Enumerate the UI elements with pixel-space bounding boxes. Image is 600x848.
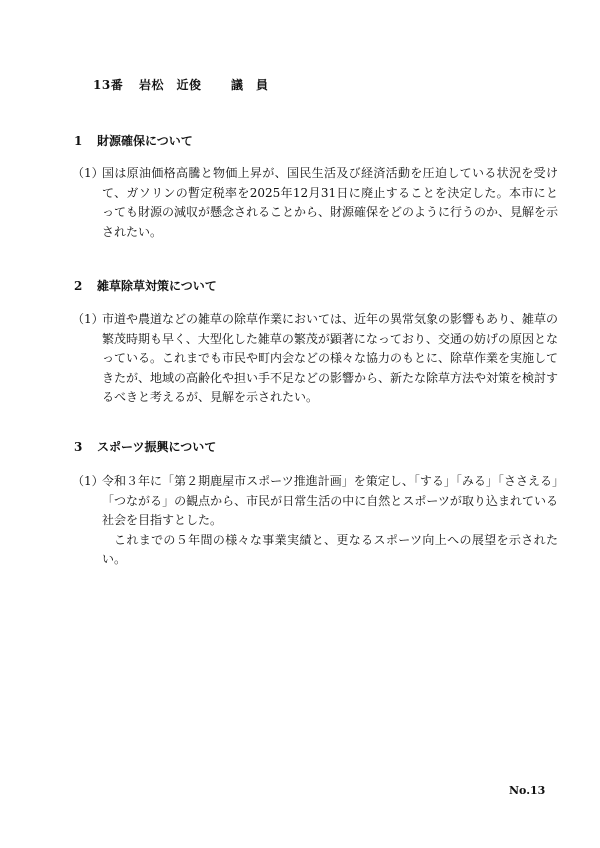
- item-marker: （1）: [72, 166, 104, 180]
- member-name: 岩松 近俊: [139, 78, 202, 92]
- item-paragraph: これまでの５年間の様々な事業実績と、更なるスポーツ向上への展望を示されたい。: [102, 532, 558, 566]
- item-marker: （1）: [72, 312, 104, 326]
- section-2-item-1: [72, 310, 558, 408]
- section-title-text: 雑草除草対策について: [97, 279, 217, 293]
- item-body: [102, 472, 558, 570]
- section-title-3: [74, 438, 216, 455]
- section-title-1: [74, 132, 193, 149]
- member-role: 議 員: [231, 78, 269, 92]
- item-marker: （1）: [72, 474, 104, 488]
- section-title-text: スポーツ振興について: [97, 440, 217, 454]
- item-paragraph: 市道や農道などの雑草の除草作業においては、近年の異常気象の影響もあり、雑草の繁茂時期も早く、大型化した雑草の繁茂が顕著になっており、交通の妨げの原因となっている。これまでも市民や町内会などの様々な協力のもとに、除草作業を実施してきたが、地域の高齢化や担い手不足などの影響から、新たな除草方法や対策を検討するべきと考えるが、見解を示されたい。: [102, 312, 559, 404]
- section-number: 3: [74, 440, 83, 454]
- section-1-item-1: [72, 164, 558, 242]
- section-number: 1: [74, 134, 83, 148]
- item-body: [102, 310, 558, 408]
- section-title-2: [74, 277, 217, 294]
- question-number: 13番: [93, 78, 124, 92]
- section-title-text: 財源確保について: [97, 134, 193, 148]
- section-number: 2: [74, 279, 83, 293]
- item-paragraph: 国は原油価格高騰と物価上昇が、国民生活及び経済活動を圧迫している状況を受けて、ガソリンの暫定税率を2025年12月31日に廃止することを決定した。本市にとっても財源の減収が懸念されることから、財源確保をどのように行うのか、見解を示されたい。: [102, 166, 559, 239]
- member-header: [93, 76, 269, 93]
- section-3-item-1: [72, 472, 558, 570]
- page-number: No.13: [509, 784, 546, 797]
- item-body: [102, 164, 558, 242]
- item-paragraph: 令和３年に「第２期鹿屋市スポーツ推進計画」を策定し、「する」「みる」「ささえる」「つながる」の観点から、市民が日常生活の中に自然とスポーツが取り込まれている社会を目指すとした。: [102, 474, 558, 527]
